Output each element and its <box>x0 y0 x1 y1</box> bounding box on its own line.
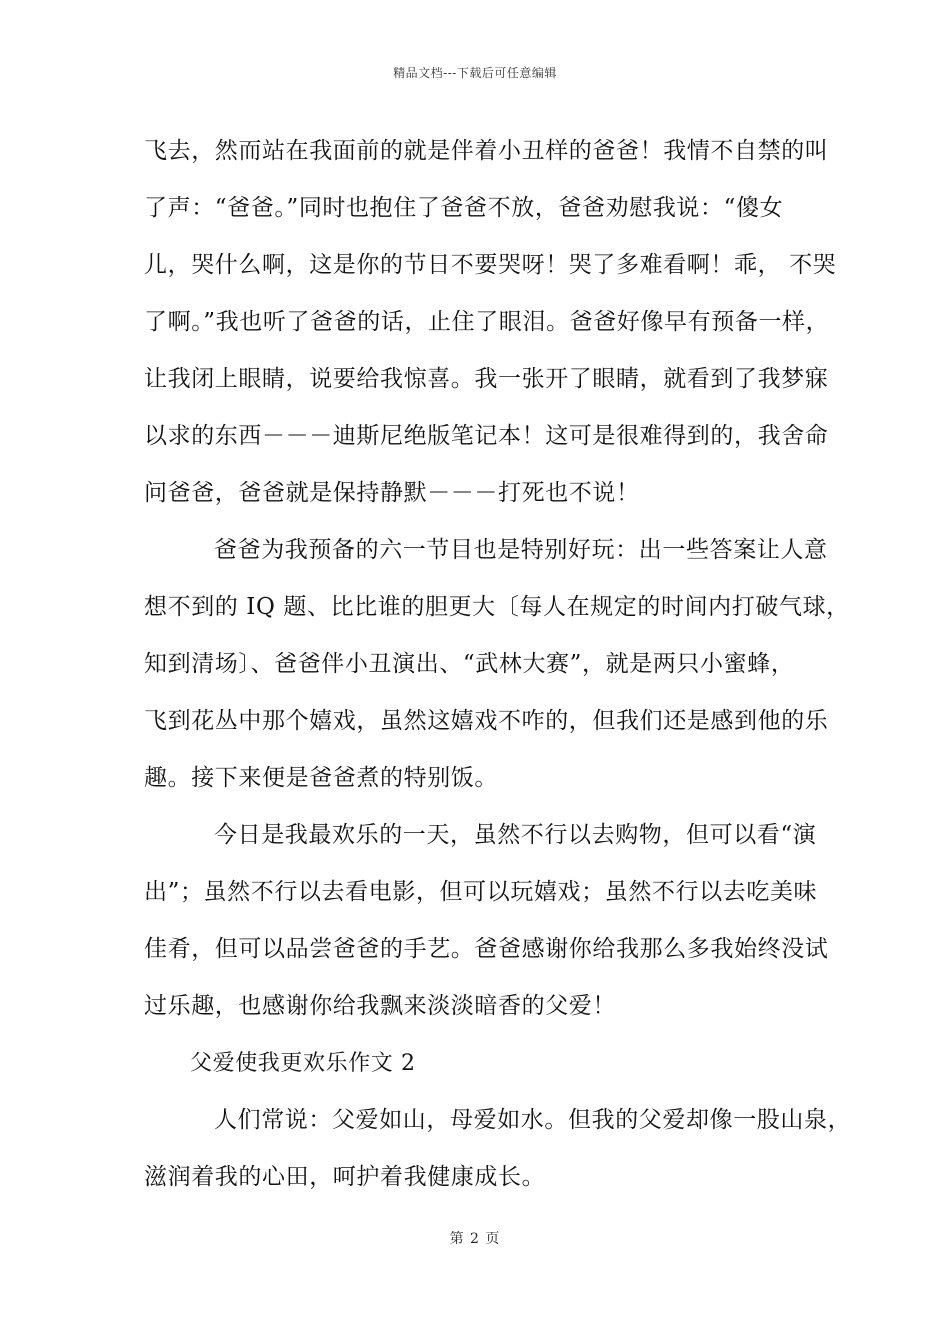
body-line: 趣。接下来便是爸爸煮的特别饭。 <box>144 765 498 791</box>
page-header: 精品文档---下载后可任意编辑 <box>393 66 557 80</box>
document-body <box>144 128 852 1211</box>
body-line: 儿，哭什么啊，这是你的节日不要哭呀！哭了多难看啊！乖， 不哭 <box>144 252 837 278</box>
paragraph-start-line: 今日是我最欢乐的一天，虽然不行以去购物，但可以看“演 <box>214 822 817 848</box>
body-line: 以求的东西－－－迪斯尼绝版笔记本！这可是很难得到的，我舍命 <box>144 423 829 449</box>
body-line: 过乐趣，也感谢你给我飘来淡淡暗香的父爱！ <box>144 993 616 1019</box>
body-line: 滋润着我的心田，呵护着我健康成长。 <box>144 1164 546 1190</box>
body-line: 飞去，然而站在我面前的就是伴着小丑样的爸爸！我情不自禁的叫 <box>144 138 829 164</box>
page-number: 第 2 页 <box>449 1231 501 1247</box>
body-line: 问爸爸，爸爸就是保持静默－－－打死也不说！ <box>144 480 640 506</box>
body-line: 出”；虽然不行以去看电影，但可以玩嬉戏；虽然不行以去吃美味 <box>144 879 818 905</box>
body-line: 了啊。”我也听了爸爸的话，止住了眼泪。爸爸好像早有预备一样， <box>144 309 830 335</box>
section-title: 父爱使我更欢乐作文 2 <box>190 1051 416 1076</box>
body-line: 佳肴，但可以品尝爸爸的手艺。爸爸感谢你给我那么多我始终没试 <box>144 936 829 962</box>
body-line: 知到清场〕、爸爸伴小丑演出、“武林大赛”，就是两只小蜜蜂， <box>144 651 795 677</box>
paragraph-start-line: 人们常说：父爱如山，母爱如水。但我的父爱却像一股山泉， <box>214 1107 852 1133</box>
body-line: 了声：“爸爸。”同时也抱住了爸爸不放，爸爸劝慰我说：“傻女 <box>144 195 784 221</box>
body-line: 飞到花丛中那个嬉戏，虽然这嬉戏不咋的，但我们还是感到他的乐 <box>144 708 829 734</box>
body-line: 想不到的 IQ 题、比比谁的胆更大〔每人在规定的时间内打破气球， <box>144 594 850 620</box>
body-line: 让我闭上眼睛，说要给我惊喜。我一张开了眼睛，就看到了我梦寐 <box>144 366 829 392</box>
paragraph-start-line: 爸爸为我预备的六一节目也是特别好玩：出一些答案让人意 <box>214 537 828 563</box>
